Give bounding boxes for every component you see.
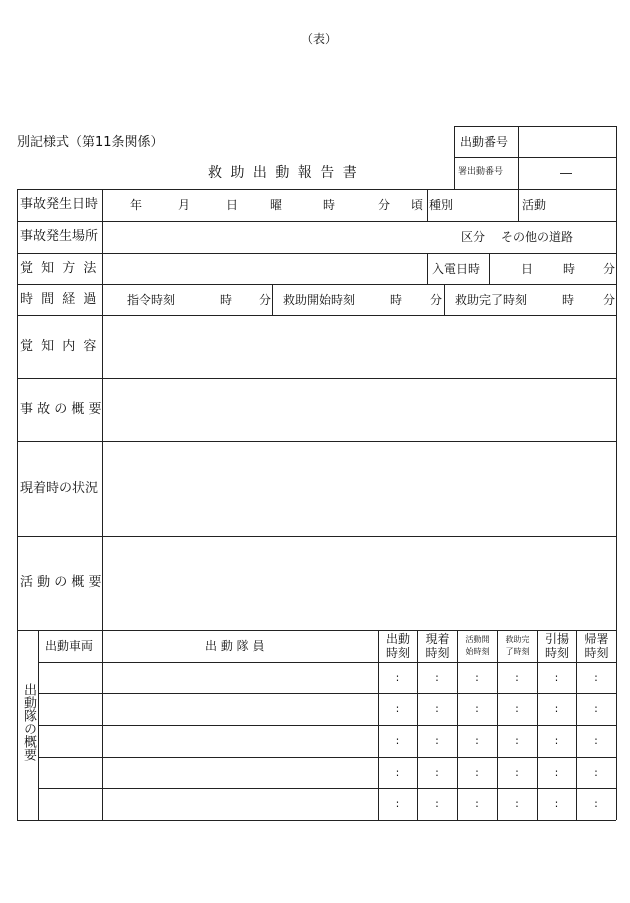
activity-label: 活動 bbox=[522, 198, 547, 212]
time-colon: : bbox=[435, 797, 439, 810]
rescue-start-label: 救助開始時刻 bbox=[283, 293, 356, 307]
time-colon: : bbox=[475, 671, 479, 684]
time-colon: : bbox=[515, 702, 519, 715]
time-colon: : bbox=[554, 702, 559, 715]
category-label: 区分 bbox=[461, 230, 486, 244]
order-minute-unit: 分 bbox=[259, 293, 272, 307]
day-unit: 日 bbox=[226, 198, 239, 212]
month-unit: 月 bbox=[178, 198, 191, 212]
activity-summary-label: 活 動 の 概 要 bbox=[20, 575, 102, 590]
station-number-label: 署出動番号 bbox=[458, 167, 504, 177]
time-colon: : bbox=[594, 797, 598, 810]
time-colon: : bbox=[395, 702, 400, 715]
time-colon: : bbox=[594, 671, 598, 684]
hour-unit: 時 bbox=[323, 198, 336, 212]
time-colon: : bbox=[554, 671, 559, 684]
accident-datetime-label: 事故発生日時 bbox=[20, 197, 99, 212]
time-colon: : bbox=[594, 702, 598, 715]
year-unit: 年 bbox=[130, 198, 143, 212]
col-header-activity-start: 活動開 始時刻 bbox=[465, 635, 490, 656]
order-time-label: 指令時刻 bbox=[127, 293, 176, 307]
col-header-dispatch-time: 出動 時刻 bbox=[385, 632, 410, 660]
time-colon: : bbox=[515, 671, 519, 684]
time-colon: : bbox=[435, 702, 439, 715]
time-colon: : bbox=[594, 766, 598, 779]
awareness-content-label: 覚 知 内 容 bbox=[20, 339, 99, 354]
dispatch-side-label: 出動隊の概要 bbox=[21, 683, 36, 761]
accident-place-label: 事故発生場所 bbox=[20, 229, 99, 244]
call-day-unit: 日 bbox=[521, 262, 534, 276]
rescue-start-minute-unit: 分 bbox=[430, 293, 443, 307]
vehicle-header: 出動車両 bbox=[45, 639, 94, 653]
approx-unit: 頃 bbox=[411, 198, 424, 212]
time-colon: : bbox=[395, 766, 400, 779]
rescue-end-minute-unit: 分 bbox=[603, 293, 616, 307]
dispatch-number-label: 出動番号 bbox=[460, 135, 509, 149]
call-minute-unit: 分 bbox=[603, 262, 616, 276]
time-colon: : bbox=[395, 734, 400, 747]
page-title: 救 助 出 動 報 告 書 bbox=[208, 165, 359, 181]
time-colon: : bbox=[475, 702, 479, 715]
weekday-unit: 曜 bbox=[270, 198, 283, 212]
time-colon: : bbox=[435, 766, 439, 779]
time-colon: : bbox=[515, 797, 519, 810]
time-colon: : bbox=[554, 734, 559, 747]
order-hour-unit: 時 bbox=[220, 293, 233, 307]
arrival-status-label: 現着時の状況 bbox=[20, 481, 99, 496]
time-colon: : bbox=[515, 734, 519, 747]
col-header-rescue-end: 救助完 了時刻 bbox=[505, 635, 530, 656]
form-label: 別記様式（第11条関係） bbox=[17, 135, 164, 150]
kind-label: 種別 bbox=[429, 198, 454, 212]
accident-summary-label: 事 故 の 概 要 bbox=[20, 402, 102, 417]
rescue-start-hour-unit: 時 bbox=[390, 293, 403, 307]
minute-unit: 分 bbox=[378, 198, 391, 212]
category-value: その他の道路 bbox=[501, 230, 574, 244]
time-colon: : bbox=[475, 797, 479, 810]
time-colon: : bbox=[475, 734, 479, 747]
page-mark: （表） bbox=[301, 32, 338, 46]
time-progress-label: 時 間 経 過 bbox=[20, 292, 99, 307]
members-header: 出 動 隊 員 bbox=[205, 639, 265, 653]
time-colon: : bbox=[594, 734, 598, 747]
time-colon: : bbox=[395, 797, 400, 810]
time-colon: : bbox=[395, 671, 400, 684]
call-time-label: 入電日時 bbox=[432, 262, 481, 276]
rescue-end-label: 救助完了時刻 bbox=[455, 293, 528, 307]
station-number-value: ― bbox=[560, 166, 572, 180]
time-colon: : bbox=[515, 766, 519, 779]
time-colon: : bbox=[435, 734, 439, 747]
time-colon: : bbox=[435, 671, 439, 684]
time-colon: : bbox=[475, 766, 479, 779]
awareness-method-label: 覚 知 方 法 bbox=[20, 261, 99, 276]
call-hour-unit: 時 bbox=[563, 262, 576, 276]
col-header-back-time: 帰署 時刻 bbox=[584, 632, 609, 660]
rescue-end-hour-unit: 時 bbox=[562, 293, 575, 307]
col-header-arrival-time: 現着 時刻 bbox=[425, 632, 450, 660]
time-colon: : bbox=[554, 766, 559, 779]
col-header-return-time: 引揚 時刻 bbox=[544, 632, 569, 660]
time-colon: : bbox=[554, 797, 559, 810]
